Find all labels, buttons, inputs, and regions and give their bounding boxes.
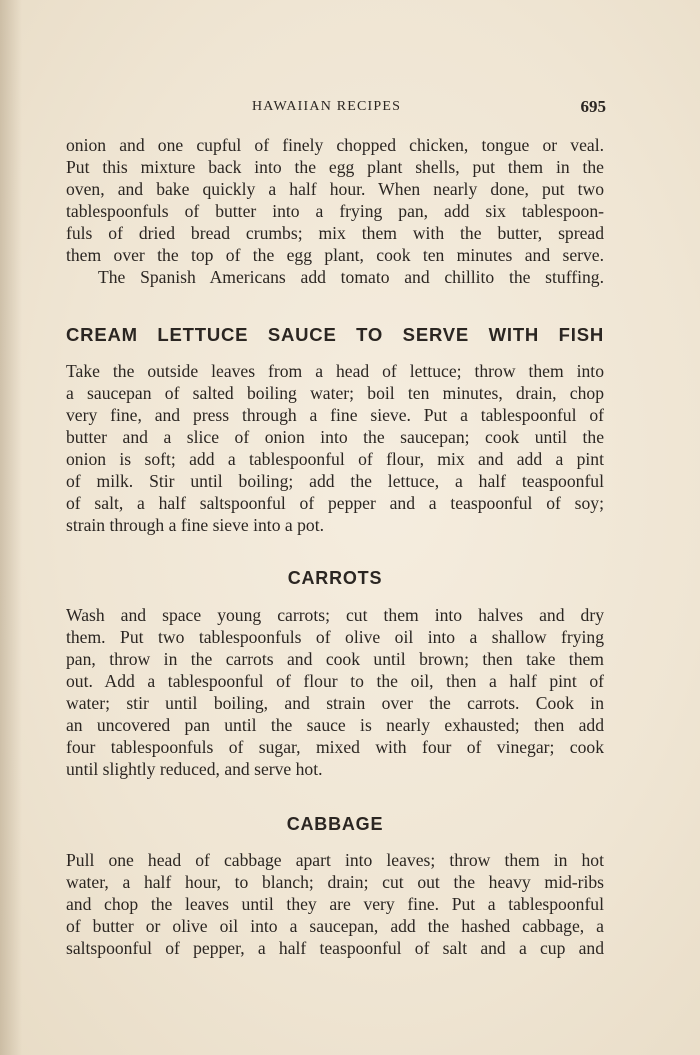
text-line: them. Put two tablespoonfuls of olive oil into a shallow frying — [66, 627, 604, 647]
text-line: saltspoonful of pepper, a half teaspoonful of salt and a cup and — [66, 938, 604, 958]
text-line: butter and a slice of onion into the saucepan; cook until the — [66, 427, 604, 447]
text-line: water, a half hour, to blanch; drain; cut out the heavy mid-ribs — [66, 872, 604, 892]
lettuce-sauce-paragraph — [66, 360, 604, 536]
text-line: onion is soft; add a tablespoonful of flour, mix and add a pint — [66, 449, 604, 469]
section-title-carrots: CARROTS — [287, 568, 383, 588]
text-line: of salt, a half saltspoonful of pepper and a teaspoonful of soy; — [66, 493, 604, 513]
page-gutter-shadow — [0, 0, 22, 1055]
page-number: 695 — [580, 97, 606, 116]
text-line: Put this mixture back into the egg plant shells, put them in the — [66, 157, 604, 177]
section-title-cabbage: CABBAGE — [286, 814, 384, 834]
intro-paragraph — [66, 134, 604, 288]
text-line: out. Add a tablespoonful of flour to the oil, then a half pint of — [66, 671, 604, 691]
text-line: until slightly reduced, and serve hot. — [66, 759, 323, 779]
text-line: four tablespoonfuls of sugar, mixed with four of vinegar; cook — [66, 737, 604, 757]
cabbage-paragraph — [66, 849, 604, 959]
text-line: them over the top of the egg plant, cook ten minutes and serve. — [66, 245, 604, 265]
text-line: The Spanish Americans add tomato and chillito the stuffing. — [98, 267, 604, 287]
text-line: strain through a fine sieve into a pot. — [66, 515, 324, 535]
section-title-lettuce-sauce: CREAM LETTUCE SAUCE TO SERVE WITH FISH — [66, 324, 604, 345]
carrots-paragraph — [66, 604, 604, 780]
text-line: tablespoonfuls of butter into a frying pan, add six tablespoon- — [66, 201, 604, 221]
text-line: a saucepan of salted boiling water; boil ten minutes, drain, chop — [66, 383, 604, 403]
text-line: of butter or olive oil into a saucepan, add the hashed cabbage, a — [66, 916, 604, 936]
text-line: Pull one head of cabbage apart into leaves; throw them in hot — [66, 850, 604, 870]
text-line: water; stir until boiling, and strain over the carrots. Cook in — [66, 693, 604, 713]
text-line: onion and one cupful of finely chopped chicken, tongue or veal. — [66, 135, 604, 155]
text-line: oven, and bake quickly a half hour. When nearly done, put two — [66, 179, 604, 199]
text-line: Wash and space young carrots; cut them into halves and dry — [66, 605, 604, 625]
text-line: fuls of dried bread crumbs; mix them with the butter, spread — [66, 223, 604, 243]
running-head: HAWAIIAN RECIPES — [252, 99, 402, 114]
text-line: very fine, and press through a fine sieve. Put a tablespoonful of — [66, 405, 604, 425]
text-line: pan, throw in the carrots and cook until brown; then take them — [66, 649, 604, 669]
text-line: of milk. Stir until boiling; add the lettuce, a half teaspoonful — [66, 471, 604, 491]
text-line: an uncovered pan until the sauce is nearly exhausted; then add — [66, 715, 604, 735]
text-line: and chop the leaves until they are very fine. Put a tablespoonful — [66, 894, 604, 914]
text-line: Take the outside leaves from a head of lettuce; throw them into — [66, 361, 604, 381]
